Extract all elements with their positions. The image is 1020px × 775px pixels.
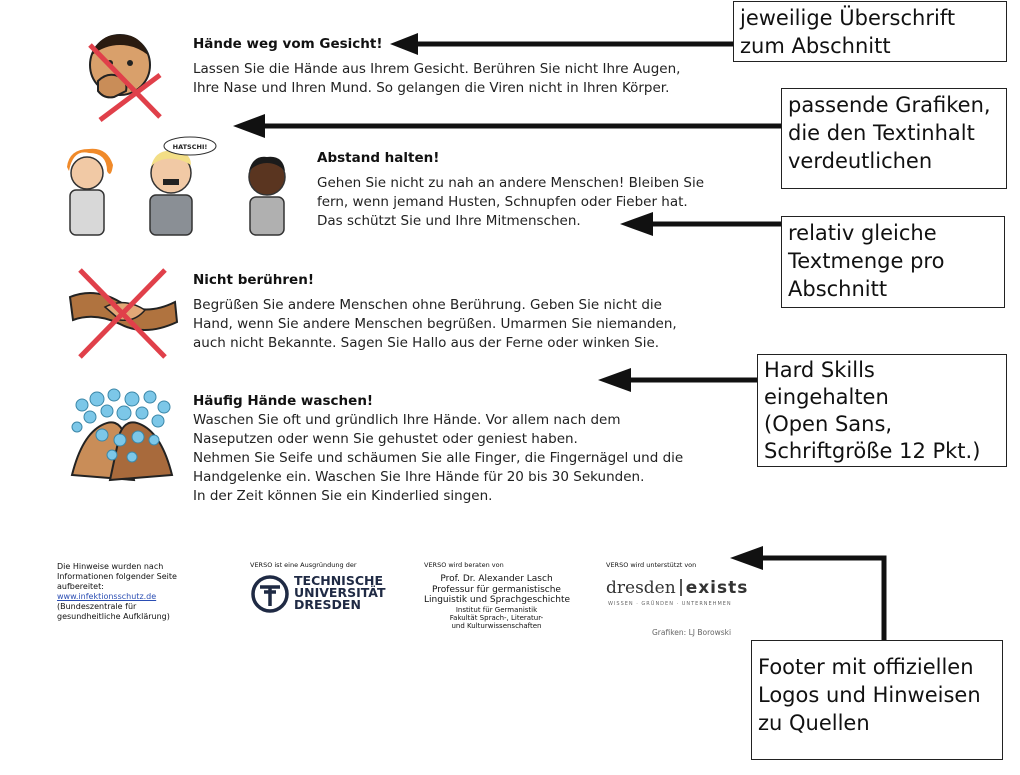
text-line: Lassen Sie die Hände aus Ihrem Gesicht. Berühren Sie nicht Ihre Augen,: [193, 61, 681, 77]
tu-line: UNIVERSITÄT: [294, 585, 386, 600]
note-line: gesundheitliche Aufklärung): [57, 612, 170, 621]
sponsor-caption: VERSO wird unterstützt von: [606, 561, 697, 569]
text-line: Das schützt Sie und Ihre Mitmenschen.: [317, 213, 581, 229]
callout-line: (Open Sans,: [764, 412, 893, 436]
sneeze-bubble-text: HATSCHI!: [172, 143, 208, 151]
callout-line: relativ gleiche: [788, 221, 937, 245]
section-title: Hände weg vom Gesicht!: [193, 36, 383, 52]
note-line: aufbereitet:: [57, 582, 104, 591]
logo-right: exists: [685, 578, 749, 598]
callout-line: verdeutlichen: [788, 149, 933, 173]
tu-line: DRESDEN: [294, 597, 361, 612]
arrowhead-icon: [233, 114, 265, 138]
text-line: Nehmen Sie Seife und schäumen Sie alle Finger, die Fingernägel und die: [193, 450, 684, 466]
tu-caption: VERSO ist eine Ausgründung der: [250, 561, 357, 569]
callout-line: jeweilige Überschrift: [740, 6, 956, 30]
text-line: Gehen Sie nicht zu nah an andere Menschen! Bleiben Sie: [317, 175, 705, 191]
logo-left: dresden: [606, 578, 676, 598]
text-line: Handgelenke ein. Waschen Sie Ihre Hände für 20 bis 30 Sekunden.: [193, 469, 645, 485]
callout-line: zum Abschnitt: [740, 34, 891, 58]
text-line: Begrüßen Sie andere Menschen ohne Berührung. Geben Sie nicht die: [193, 297, 662, 313]
arrowhead-icon: [730, 546, 763, 570]
note-line: Die Hinweise wurden nach: [57, 562, 164, 571]
callout-line: Logos und Hinweisen: [758, 683, 981, 707]
text-line: Waschen Sie oft und gründlich Ihre Hände. Vor allem nach dem: [193, 412, 621, 428]
advisor-institute: Institut für Germanistik: [455, 605, 538, 614]
note-line: (Bundeszentrale für: [57, 602, 137, 611]
section-title: Nicht berühren!: [193, 272, 314, 288]
advisor-caption: VERSO wird beraten von: [424, 561, 504, 569]
graphics-credit: Grafiken: LJ Borowski: [652, 628, 732, 637]
advisor-name: Prof. Dr. Alexander Lasch: [440, 574, 553, 584]
advisor-institute: und Kulturwissenschaften: [451, 621, 542, 630]
advisor-role: Linguistik und Sprachgeschichte: [424, 595, 571, 605]
arrowhead-icon: [598, 368, 631, 392]
arrow-footer-line: [760, 558, 884, 640]
advisor-role: Professur für germanistische: [432, 584, 561, 595]
text-line: auch nicht Bekannte. Sagen Sie Hallo aus der Ferne oder winken Sie.: [193, 335, 660, 351]
callout-line: Abschnitt: [788, 277, 888, 301]
advisor-institute: Fakultät Sprach-, Literatur-: [449, 613, 544, 622]
tu-line: TECHNISCHE: [294, 573, 383, 588]
arrowhead-icon: [620, 212, 653, 236]
callout-line: eingehalten: [764, 385, 889, 409]
callout-line: Textmenge pro: [788, 249, 945, 273]
section-title: Häufig Hände waschen!: [193, 393, 374, 409]
callout-line: passende Grafiken,: [788, 93, 991, 117]
text-line: Hand, wenn Sie andere Menschen begrüßen. Umarmen Sie niemanden,: [193, 316, 677, 332]
callout-line: Hard Skills: [764, 358, 875, 382]
callout-line: Schriftgröße 12 Pkt.): [764, 439, 981, 463]
logo-tagline: WISSEN · GRÜNDEN · UNTERNEHMEN: [608, 601, 732, 607]
arrowhead-icon: [390, 33, 418, 55]
note-line: Informationen folgender Seite: [57, 572, 177, 581]
text-line: Naseputzen oder wenn Sie gehustet oder geniest haben.: [193, 431, 578, 447]
callout-line: die den Textinhalt: [788, 121, 975, 145]
callout-line: zu Quellen: [758, 711, 870, 735]
text-line: Ihre Nase und Ihren Mund. So gelangen die Viren nicht in Ihren Körper.: [193, 80, 670, 96]
text-line: In der Zeit können Sie ein Kinderlied singen.: [193, 488, 493, 504]
source-link[interactable]: www.infektionsschutz.de: [57, 592, 157, 601]
callout-line: Footer mit offiziellen: [758, 655, 974, 679]
text-line: fern, wenn jemand Husten, Schnupfen oder Fieber hat.: [317, 194, 688, 210]
section-title: Abstand halten!: [317, 150, 440, 166]
